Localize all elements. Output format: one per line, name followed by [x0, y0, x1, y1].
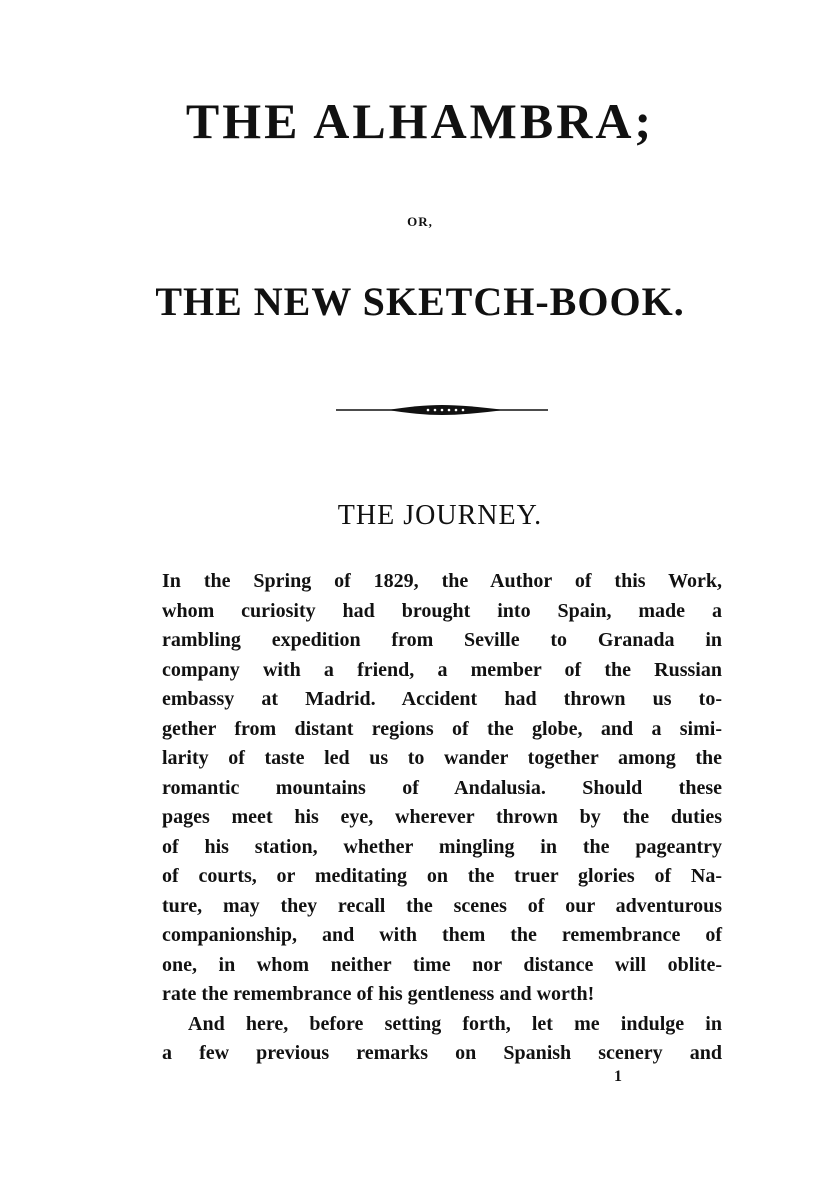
- book-title: THE ALHAMBRA;: [185, 93, 655, 149]
- title-conjunction: OR,: [407, 214, 433, 229]
- text-line: a few previous remarks on Spanish scenery and: [162, 1042, 722, 1064]
- book-subtitle: THE NEW SKETCH-BOOK.: [155, 279, 685, 324]
- text-line: gether from distant regions of the globe, and a simi-: [162, 717, 722, 740]
- chapter-heading: THE JOURNEY.: [337, 500, 543, 531]
- text-line: pages meet his eye, wherever thrown by the duties: [162, 806, 722, 828]
- text-line: romantic mountains of Andalusia. Should these: [162, 776, 722, 799]
- text-line: ture, may they recall the scenes of our adventurous: [162, 894, 722, 917]
- text-line: of his station, whether mingling in the pageantry: [162, 835, 722, 858]
- body-text: [162, 567, 722, 1069]
- text-line: rambling expedition from Seville to Granada in: [162, 629, 722, 651]
- text-line: And here, before setting forth, let me indulge in: [188, 1012, 722, 1035]
- text-line: company with a friend, a member of the Russian: [162, 658, 722, 681]
- text-line: companionship, and with them the remembrance of: [162, 924, 722, 946]
- ornament-swell: [388, 405, 504, 415]
- text-line: rate the remembrance of his gentleness and worth!: [162, 983, 595, 1005]
- text-line: embassy at Madrid. Accident had thrown us to-: [162, 688, 722, 710]
- text-line: of courts, or meditating on the truer glories of Na-: [162, 865, 722, 887]
- text-line: one, in whom neither time nor distance will oblite-: [162, 953, 722, 976]
- page-number: 1: [614, 1068, 622, 1085]
- ornament-divider: [336, 402, 548, 418]
- text-line: larity of taste led us to wander together among the: [162, 747, 722, 769]
- text-line: In the Spring of 1829, the Author of this Work,: [162, 570, 722, 592]
- text-line: whom curiosity had brought into Spain, made a: [162, 599, 722, 622]
